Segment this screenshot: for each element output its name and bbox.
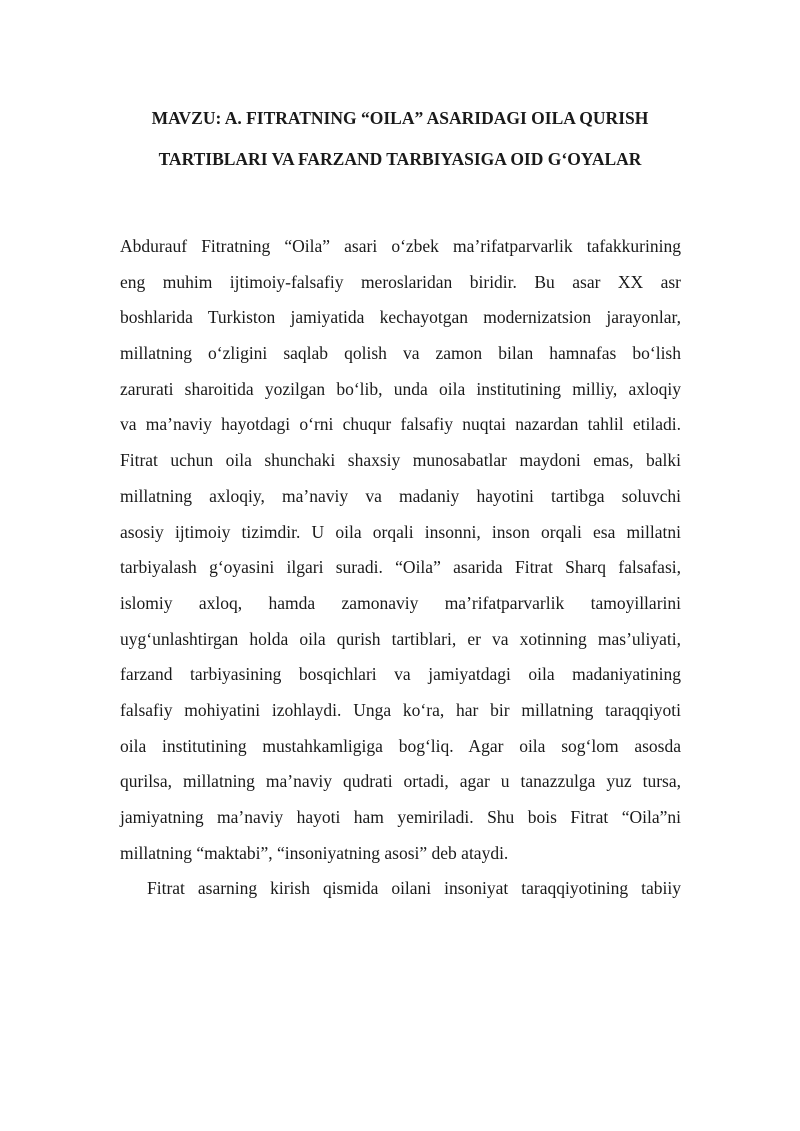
text-line: qurilsa, millatning ma’naviy qudrati ortadi, agar u tanazzulga yuz tursa, [120,771,681,792]
text-line: farzand tarbiyasining bosqichlari va jamiyatdagi oila madaniyatining [120,664,681,685]
text-line: falsafiy mohiyatini izohlaydi. Unga ko‘ra, har bir millatning taraqqiyoti [120,699,681,720]
text-line: va ma’naviy hayotdagi o‘rni chuqur falsafiy nuqtai nazardan tahlil etiladi. [120,414,681,435]
text-line: tarbiyalash g‘oyasini ilgari suradi. “Oila” asarida Fitrat Sharq falsafasi, [120,557,681,578]
text-line: oila institutining mustahkamligiga bog‘liq. Agar oila sog‘lom asosda [120,735,681,756]
document-title-line-1: MAVZU: A. FITRATNING “OILA” ASARIDAGI OILA QURISH [151,108,649,128]
text-line: Abdurauf Fitratning “Oila” asari o‘zbek ma’rifatparvarlik tafakkurining [120,236,681,256]
text-line: Fitrat asarning kirish qismida oilani insoniyat taraqqiyotining tabiiy [147,878,681,899]
text-line: islomiy axloq, hamda zamonaviy ma’rifatparvarlik tamoyillarini [120,592,681,613]
text-line: Fitrat uchun oila shunchaki shaxsiy munosabatlar maydoni emas, balki [120,450,681,471]
text-line: jamiyatning ma’naviy hayoti ham yemiriladi. Shu bois Fitrat “Oila”ni [120,807,681,827]
text-line: eng muhim ijtimoiy-falsafiy meroslaridan biridir. Bu asar XX asr [120,271,681,292]
text-line: millatning axloqiy, ma’naviy va madaniy hayotini tartibga soluvchi [120,485,681,506]
text-line: boshlarida Turkiston jamiyatida kechayotgan modernizatsion jarayonlar, [120,307,681,328]
text-line: millatning “maktabi”, “insoniyatning asosi” deb ataydi. [120,842,509,863]
text-line: zarurati sharoitida yozilgan bo‘lib, unda oila institutining milliy, axloqiy [120,378,681,399]
paragraph-2 [120,871,681,907]
document-title-line-2: TARTIBLARI VA FARZAND TARBIYASIGA OID G‘OYALAR [158,149,642,169]
body-text [120,229,681,907]
paragraph-1 [120,229,681,871]
text-line: uyg‘unlashtirgan holda oila qurish tartiblari, er va xotinning mas’uliyati, [120,628,681,649]
text-line: millatning o‘zligini saqlab qolish va zamon bilan hamnafas bo‘lish [120,343,681,364]
text-line: asosiy ijtimoiy tizimdir. U oila orqali insonni, inson orqali esa millatni [120,521,681,542]
